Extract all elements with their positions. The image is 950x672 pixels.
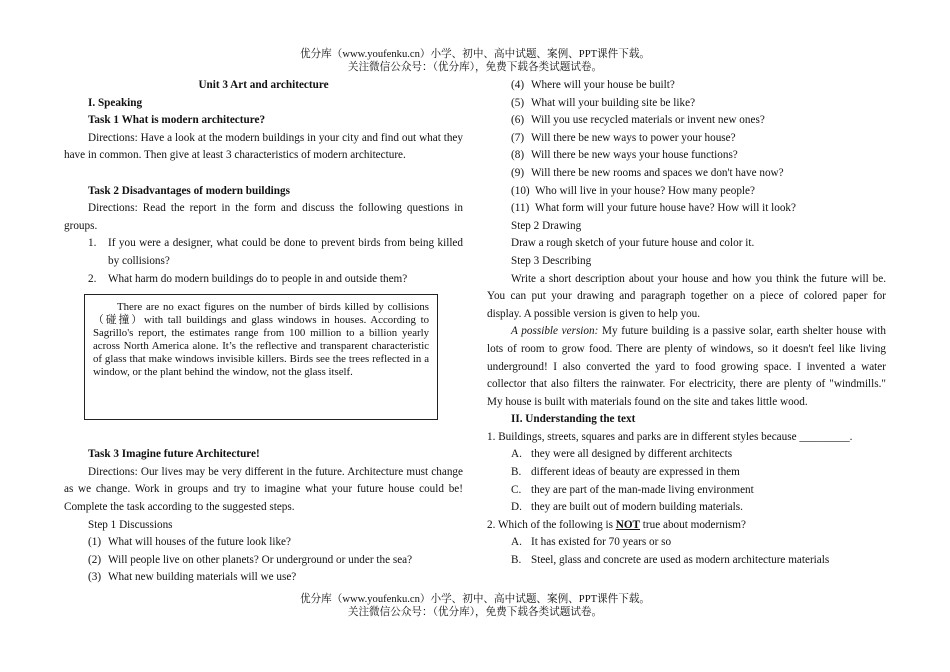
list-item — [64, 569, 463, 587]
page-footer — [0, 593, 950, 619]
option-item — [487, 464, 886, 482]
list-text: If you were a designer, what could be done to prevent birds from being killed by collisions? — [108, 237, 463, 267]
list-item — [64, 534, 463, 552]
report-box — [84, 294, 438, 420]
question-2 — [487, 517, 886, 535]
report-text: There are no exact figures on the number of birds killed by collisions（碰撞）with tall buildings and glass windows in houses. According to Sagrillo's report, the estimates range from 100 million to a billion yearly across North America alone. It’s the reflective and transparent characteristic of glass that make windows invisible killers. Birds see the trees reflected in a window, or the plant behind the window, not the glass itself. — [93, 301, 429, 378]
list-number: (11) — [511, 202, 530, 215]
header-line-1: 优分库（www.youfenku.cn）小学、初中、高中试题、案例、PPT课件下载。 — [299, 49, 651, 60]
right-column — [487, 77, 886, 570]
list-item — [487, 112, 886, 130]
question-2-not: NOT — [615, 518, 640, 531]
option-letter: A. — [511, 536, 522, 549]
option-item — [487, 552, 886, 570]
list-item — [487, 95, 886, 113]
option-text: It has existed for 70 years or so — [531, 536, 672, 549]
list-number: 1. — [88, 237, 97, 250]
list-number: (5) — [511, 96, 525, 109]
list-text: What will houses of the future look like? — [108, 536, 291, 549]
list-item — [64, 271, 463, 289]
option-item — [487, 446, 886, 464]
option-text: they are built out of modern building materials. — [531, 501, 743, 514]
footer-line-1: 优分库（www.youfenku.cn）小学、初中、高中试题、案例、PPT课件下载。 — [299, 594, 651, 605]
understanding-heading: II. Understanding the text — [511, 413, 636, 426]
list-text: What will your building site be like? — [531, 96, 696, 109]
question-1: 1. Buildings, streets, squares and parks are in different styles because _________. — [487, 430, 853, 443]
list-item — [487, 77, 886, 95]
list-text: Who will live in your house? How many people? — [535, 184, 755, 197]
option-text: different ideas of beauty are expressed in them — [531, 466, 740, 479]
list-text: What new building materials will we use? — [108, 571, 297, 584]
list-number: (3) — [88, 571, 102, 584]
task2-heading: Task 2 Disadvantages of modern buildings — [88, 184, 290, 197]
step1-label: Step 1 Discussions — [88, 518, 173, 531]
step2-text: Draw a rough sketch of your future house and color it. — [511, 237, 755, 250]
task2-directions: Directions: Read the report in the form and discuss the following questions in groups. — [64, 202, 463, 232]
option-letter: A. — [511, 448, 522, 461]
option-text: they were all designed by different architects — [531, 448, 733, 461]
option-item — [487, 499, 886, 517]
possible-version-label: A possible version: — [511, 325, 599, 338]
list-number: (8) — [511, 149, 525, 162]
list-number: (7) — [511, 131, 525, 144]
list-text: What form will your future house have? How will it look? — [535, 202, 796, 215]
task1-directions: Directions: Have a look at the modern buildings in your city and find out what they have in common. Then give at least 3 characteristics of modern architecture. — [64, 131, 463, 162]
speaking-heading: I. Speaking — [88, 96, 143, 109]
option-letter: B. — [511, 554, 522, 567]
list-text: Where will your house be built? — [531, 79, 675, 91]
list-number: (2) — [88, 553, 102, 566]
page-header — [0, 48, 950, 74]
step3-label: Step 3 Describing — [511, 254, 592, 267]
header-line-2: 关注微信公众号：（优分库），免费下载各类试题试卷。 — [347, 62, 603, 73]
list-item — [487, 147, 886, 165]
option-letter: C. — [511, 483, 522, 496]
option-item — [487, 534, 886, 552]
question-2-pre: 2. Which of the following is — [487, 518, 616, 531]
list-item — [487, 183, 886, 201]
list-text: Will people live on other planets? Or underground or under the sea? — [108, 553, 413, 566]
list-number: 2. — [88, 272, 97, 285]
option-letter: B. — [511, 466, 522, 479]
task1-heading: Task 1 What is modern architecture? — [88, 114, 266, 127]
list-item — [64, 235, 463, 270]
list-item — [487, 130, 886, 148]
list-text: What harm do modern buildings do to people in and outside them? — [108, 272, 408, 285]
possible-version-text: My future building is a passive solar, earth shelter house with lots of room to grow food. There are plenty of windows, so it doesn't feel like living underground! I also converted the yard to food growing space. I invented a water collector that also filters the rainwater. For electricity, there are plenty of "windmills." My house is built with materials found on the site and takes little wood. — [487, 325, 886, 408]
task3-heading: Task 3 Imagine future Architecture! — [88, 448, 260, 461]
option-letter: D. — [511, 501, 522, 514]
list-text: Will there be new ways your house functions? — [531, 149, 738, 162]
possible-version — [487, 323, 886, 411]
list-text: Will there be new ways to power your house? — [531, 131, 736, 144]
list-number: (6) — [511, 114, 525, 127]
task3-directions: Directions: Our lives may be very different in the future. Architecture must change as we change. Work in groups and try to imagine what your future house could be! Complete the task according to the suggested steps. — [64, 465, 463, 513]
list-number: (9) — [511, 166, 525, 179]
list-number: (1) — [88, 536, 102, 549]
option-text: Steel, glass and concrete are used as modern architecture materials — [531, 554, 830, 567]
option-item — [487, 482, 886, 500]
list-text: Will you use recycled materials or invent new ones? — [531, 114, 765, 127]
question-2-post: true about modernism? — [640, 518, 746, 531]
option-text: they are part of the man-made living environment — [531, 483, 754, 496]
unit-title: Unit 3 Art and architecture — [198, 79, 329, 91]
left-column — [64, 77, 463, 587]
list-number: (4) — [511, 79, 525, 91]
list-number: (10) — [511, 184, 530, 197]
step3-text: Write a short description about your house and how you think the future will be. You can put your drawing and paragraph together on a piece of colored paper for display. A possible version is given to help you. — [487, 272, 886, 320]
list-item — [487, 165, 886, 183]
step2-label: Step 2 Drawing — [511, 219, 582, 232]
footer-line-2: 关注微信公众号：（优分库），免费下载各类试题试卷。 — [347, 607, 603, 618]
list-item — [487, 200, 886, 218]
list-text: Will there be new rooms and spaces we don't have now? — [531, 166, 784, 179]
list-item — [64, 552, 463, 570]
